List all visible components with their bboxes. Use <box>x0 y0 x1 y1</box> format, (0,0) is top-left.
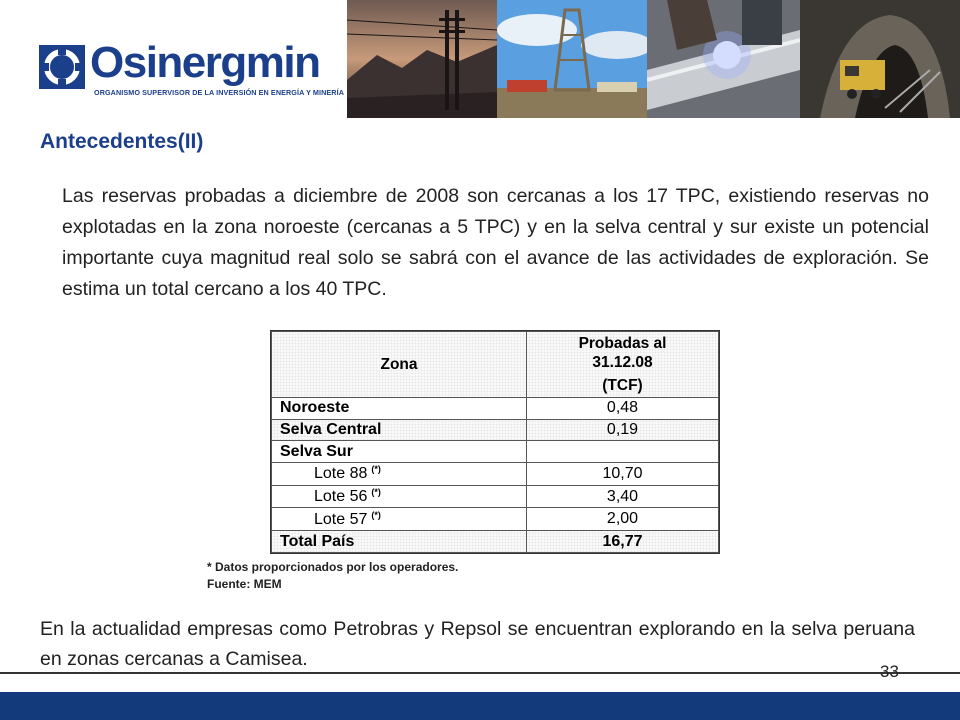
table-header-row <box>272 332 719 398</box>
table-row <box>272 398 719 420</box>
table-row <box>272 485 719 508</box>
reserves-paragraph: Las reservas probadas a diciembre de 2008 son cercanas a los 17 TPC, existiendo reservas no explotadas en la zona noroeste (cercanas a 5 TPC) y en la selva central y sur existe un potencial importante cuya magnitud real solo se sabrá con el avance de las actividades de exploración. Se estima un total cercano a los 40 TPC. <box>62 185 929 300</box>
row-zona-label: Lote 88 <box>314 465 368 483</box>
row-zona: Noroeste <box>272 398 527 420</box>
footnote-mark: (*) <box>371 464 381 475</box>
row-value <box>527 441 719 463</box>
footnote-mark: (*) <box>371 509 381 520</box>
footer-bar <box>0 692 960 720</box>
table-row <box>272 508 719 531</box>
row-value: 0,48 <box>527 398 719 420</box>
row-value: 0,19 <box>527 419 719 441</box>
row-zona-label: Lote 56 <box>314 488 368 506</box>
source-note: Fuente: MEM <box>207 577 282 591</box>
osinergmin-logo <box>38 38 344 102</box>
exploration-paragraph: En la actualidad empresas como Petrobras y Repsol se encuentran explorando en la selva peruana en zonas cercanas a Camisea. <box>40 618 915 670</box>
row-zona <box>272 485 527 508</box>
header-unit: (TCF) <box>602 377 643 394</box>
row-zona-label: Lote 57 <box>314 510 368 528</box>
table-total-row <box>272 531 719 553</box>
row-zona: Total País <box>272 531 527 553</box>
reserves-table <box>270 330 720 554</box>
brand-name: Osinergmin <box>90 38 320 87</box>
footer-divider <box>0 672 960 674</box>
header-probadas <box>527 332 719 398</box>
header-zona: Zona <box>272 332 527 398</box>
table-row <box>272 462 719 485</box>
row-zona: Selva Sur <box>272 441 527 463</box>
row-zona <box>272 508 527 531</box>
row-value: 3,40 <box>527 485 719 508</box>
row-zona <box>272 462 527 485</box>
footnote-mark: (*) <box>371 487 381 498</box>
header-probadas-line1: Probadas al <box>578 335 667 352</box>
mining-tunnel-photo <box>800 0 960 118</box>
row-value: 2,00 <box>527 508 719 531</box>
header-probadas-line2: 31.12.08 <box>592 354 653 371</box>
table-row <box>272 419 719 441</box>
row-value: 16,77 <box>527 531 719 553</box>
table-notes <box>207 559 458 593</box>
brand-tagline: ORGANISMO SUPERVISOR DE LA INVERSIÓN EN ENERGÍA Y MINERÍA <box>94 88 344 97</box>
header-photo-strip <box>347 0 960 118</box>
drilling-rig-photo <box>497 0 647 118</box>
slide-title: Antecedentes(II) <box>40 130 204 153</box>
power-lines-photo <box>347 0 497 118</box>
page-number: 33 <box>880 662 899 681</box>
row-value: 10,70 <box>527 462 719 485</box>
row-zona: Selva Central <box>272 419 527 441</box>
osinergmin-emblem-icon <box>38 44 86 90</box>
table-row <box>272 441 719 463</box>
pipeline-welding-photo <box>647 0 800 118</box>
operators-note: * Datos proporcionados por los operadores. <box>207 560 459 574</box>
